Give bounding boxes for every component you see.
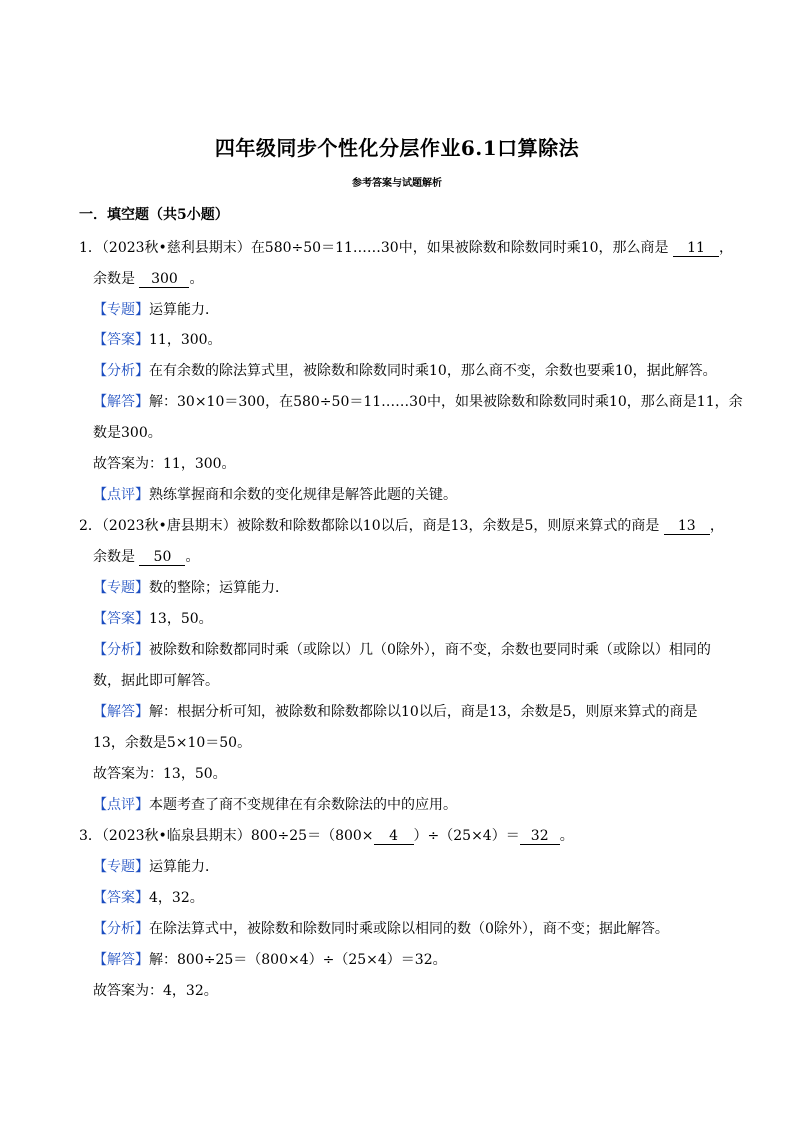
q1-stem: 1．（2023秋•慈利县期末）在580÷50＝11……30中，如果被除数和除数同时乘10，那么商是 11 ，: [79, 240, 733, 256]
q2-stem: 2．（2023秋•唐县期末）被除数和除数都除以10以后，商是13，余数是5，则原来算式的商是 13 ，: [79, 518, 724, 534]
section-heading: 一．填空题（共5小题）: [79, 207, 229, 223]
q2-blank-1: 13: [664, 518, 710, 535]
q2-stem-cont: 余数是 50 。: [93, 549, 200, 565]
q3-analysis: 【分析】在除法算式中，被除数和除数同时乘或除以相同的数（0除外），商不变；据此解答。: [93, 921, 669, 937]
q3-answer: 【答案】4，32。: [93, 890, 204, 906]
q1-comment: 【点评】熟练掌握商和余数的变化规律是解答此题的关键。: [93, 487, 457, 503]
q2-text: 被除数和除数都除以10以后，商是13，余数是5，则原来算式的商是: [236, 518, 660, 534]
q2-source: （2023秋•唐县期末）: [101, 518, 237, 534]
q3-source: （2023秋•临泉县期末）: [101, 828, 251, 844]
q2-answer: 【答案】13，50。: [93, 611, 213, 627]
q2-solution: 【解答】解：根据分析可知，被除数和除数都除以10以后，商是13，余数是5，则原来算式的商是: [93, 704, 698, 720]
q1-blank-1: 11: [673, 240, 719, 257]
q3-topic: 【专题】运算能力．: [93, 859, 219, 875]
q1-blank-2: 300: [139, 271, 189, 288]
q1-source: （2023秋•慈利县期末）: [101, 240, 251, 256]
q1-topic: 【专题】运算能力．: [93, 302, 219, 318]
q2-final: 故答案为：13，50。: [93, 766, 227, 782]
q1-text: 在580÷50＝11……30中，如果被除数和除数同时乘10，那么商是: [250, 240, 669, 256]
q3-solution: 【解答】解：800÷25＝（800×4）÷（25×4）＝32。: [93, 952, 447, 968]
q3-final: 故答案为：4，32。: [93, 983, 218, 999]
q3-blank-2: 32: [520, 828, 560, 845]
q1-final: 故答案为：11，300。: [93, 456, 236, 472]
page-subtitle: 参考答案与试题解析: [352, 178, 442, 189]
q1-solution: 【解答】解：30×10＝300，在580÷50＝11……30中，如果被除数和除数同时乘10，那么商是11，余: [93, 394, 743, 410]
q1-answer: 【答案】11，300。: [93, 332, 222, 348]
q1-analysis: 【分析】在有余数的除法算式里，被除数和除数同时乘10，那么商不变，余数也要乘10，据此解答。: [93, 363, 717, 379]
q2-blank-2: 50: [139, 549, 185, 566]
page-title: 四年级同步个性化分层作业6.1口算除法: [214, 136, 580, 160]
q2-number: 2．: [79, 518, 102, 534]
q2-solution-cont: 13，余数是5×10＝50。: [93, 735, 252, 751]
q1-solution-cont: 数是300。: [93, 425, 162, 441]
q2-comment: 【点评】本题考查了商不变规律在有余数除法的中的应用。: [93, 797, 457, 813]
q3-number: 3．: [79, 828, 102, 844]
q2-analysis-cont: 数，据此即可解答。: [93, 673, 219, 689]
q2-topic: 【专题】数的整除；运算能力．: [93, 580, 289, 596]
q2-analysis: 【分析】被除数和除数都同时乘（或除以）几（0除外），商不变，余数也要同时乘（或除以）相同的: [93, 642, 711, 658]
q3-stem: 3．（2023秋•临泉县期末）800÷25＝（800× 4 ）÷（25×4）＝ 32 。: [79, 828, 574, 844]
q1-number: 1．: [79, 240, 102, 256]
q1-stem-cont: 余数是 300 。: [93, 271, 204, 287]
q3-blank-1: 4: [374, 828, 414, 845]
